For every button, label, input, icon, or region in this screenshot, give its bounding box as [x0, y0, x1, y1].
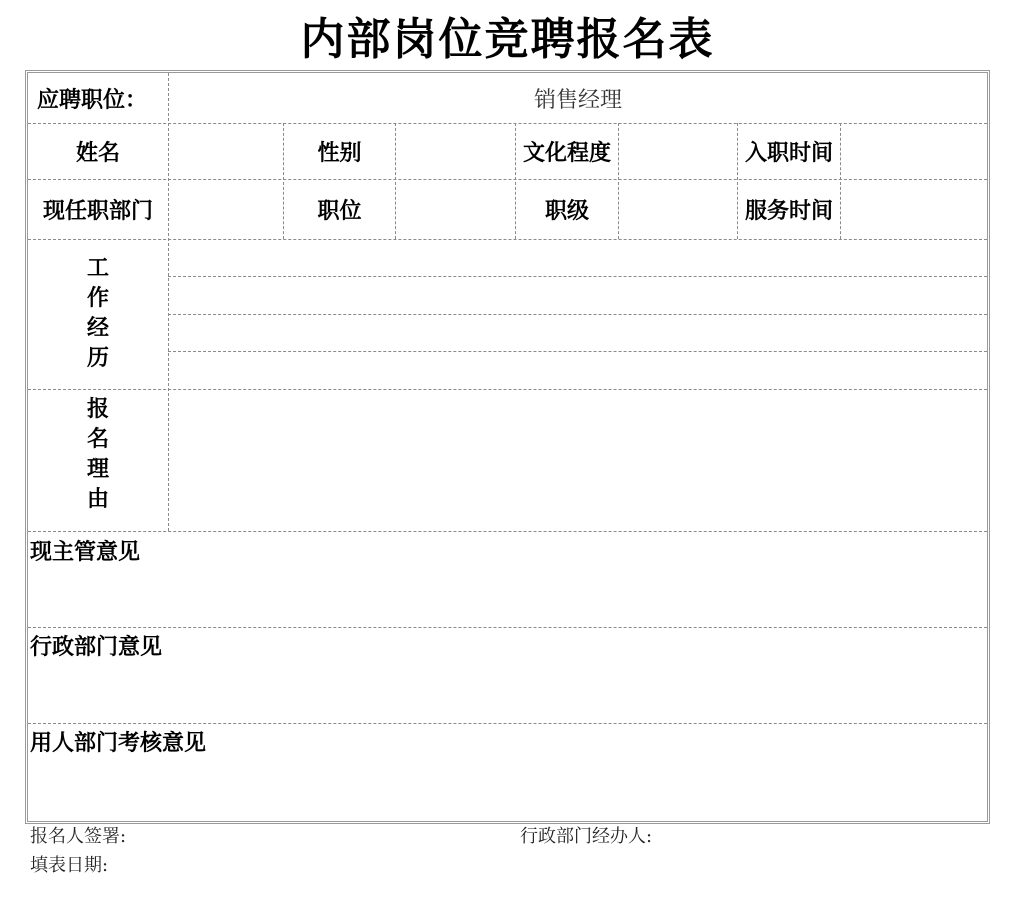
name-field[interactable]	[169, 124, 283, 179]
name-label: 姓名	[75, 141, 120, 166]
work-history-field-4[interactable]	[169, 352, 987, 389]
grade-field[interactable]	[619, 180, 737, 239]
gender-field[interactable]	[396, 124, 515, 179]
row-divider	[28, 723, 987, 724]
education-field[interactable]	[619, 124, 737, 179]
post-label: 职位	[317, 199, 362, 224]
education-label: 文化程度	[522, 141, 611, 166]
row-divider	[28, 627, 987, 628]
hiring-dept-opinion-label: 用人部门考核意见	[30, 731, 207, 756]
fill-date-label: 填表日期:	[30, 855, 109, 876]
application-reason-label: 报 名 理 由	[86, 397, 109, 512]
admin-dept-opinion-field[interactable]	[28, 665, 987, 723]
applied-position-value[interactable]: 销售经理	[533, 87, 622, 113]
work-history-field-1[interactable]	[169, 240, 987, 276]
applied-position-label: 应聘职位：	[37, 87, 148, 113]
service-time-label: 服务时间	[744, 199, 833, 224]
admin-dept-opinion-label: 行政部门意见	[30, 635, 163, 660]
application-form-table	[25, 70, 990, 824]
admin-handler-label: 行政部门经办人:	[520, 826, 653, 847]
grade-label: 职级	[544, 199, 589, 224]
service-time-field[interactable]	[841, 180, 987, 239]
row-divider	[28, 531, 987, 532]
supervisor-opinion-field[interactable]	[28, 570, 987, 627]
hiring-dept-opinion-field[interactable]	[28, 761, 987, 821]
work-history-field-3[interactable]	[169, 315, 987, 351]
work-history-field-2[interactable]	[169, 277, 987, 314]
current-department-label: 现任职部门	[42, 199, 153, 224]
current-department-field[interactable]	[169, 180, 283, 239]
application-reason-field[interactable]	[169, 390, 987, 531]
supervisor-opinion-label: 现主管意见	[30, 540, 141, 565]
work-history-label: 工 作 经 历	[86, 256, 109, 371]
applicant-signature-label: 报名人签署:	[30, 826, 127, 847]
join-date-field[interactable]	[841, 124, 987, 179]
join-date-label: 入职时间	[744, 141, 833, 166]
post-field[interactable]	[396, 180, 515, 239]
gender-label: 性别	[317, 141, 362, 166]
form-title: 内部岗位竞聘报名表	[300, 14, 715, 65]
